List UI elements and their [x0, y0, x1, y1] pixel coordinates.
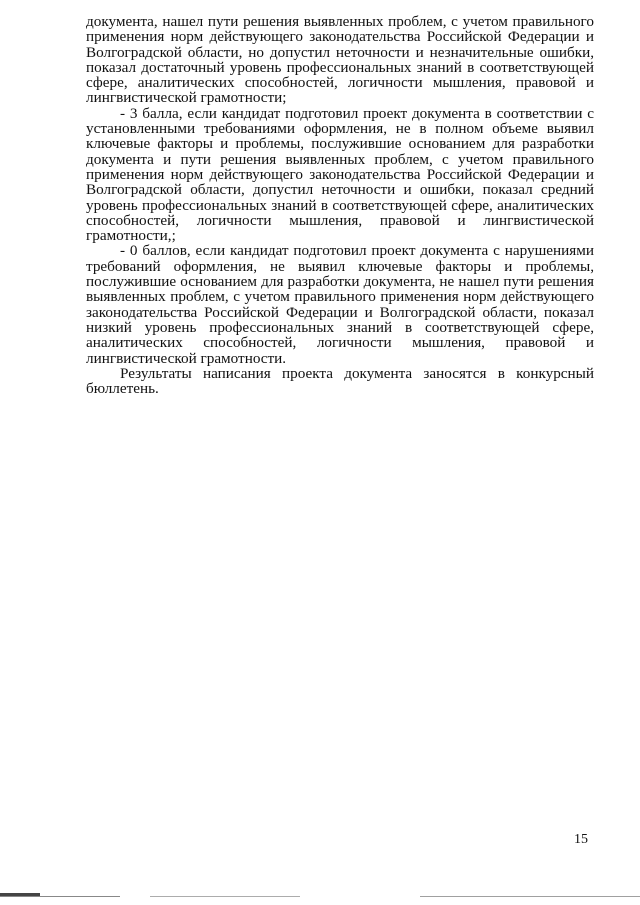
paragraph-zero-points: - 0 баллов, если кандидат подготовил проект документа с нарушениями требований оформления, не выявил ключевые факторы и проблемы, послужившие основанием для разработки документа, не нашел пути решения выявленных проблем, с учетом правильного применения норм действующего законодательства Российской Федерации и Волгоградской области, показал низкий уровень профессиональных знаний в соответствующей сфере, аналитических способностей, логичности мышления, правовой и лингвистической грамотности.	[86, 242, 594, 367]
scan-bottom-edge	[0, 896, 640, 897]
paragraph-continuation: документа, нашел пути решения выявленных проблем, с учетом правильного применения норм действующего законодательства Российской Федерации и Волгоградской области, но допустил неточности и незначительные ошибки, показал достаточный уровень профессиональных знаний в соответствующей сфере, аналитических способностей, логичности мышления, правовой и лингвистической грамотности;	[86, 13, 594, 107]
paragraph-results: Результаты написания проекта документа заносятся в конкурсный бюллетень.	[86, 364, 594, 398]
document-body	[86, 14, 594, 396]
paragraph-three-points: - 3 балла, если кандидат подготовил проект документа в соответствии с установленными требованиями оформления, не в полном объеме выявил ключевые факторы и проблемы, послужившие основанием для разработки документа и пути решения выявленных проблем, с учетом правильного применения норм действующего законодательства Российской Федерации и Волгоградской области, допустил неточности и ошибки, показал средний уровень профессиональных знаний в соответствующей сфере, аналитических способностей, логичности мышления, правовой и лингвистической грамотности,;	[86, 104, 594, 245]
page-number: 15	[574, 832, 588, 847]
